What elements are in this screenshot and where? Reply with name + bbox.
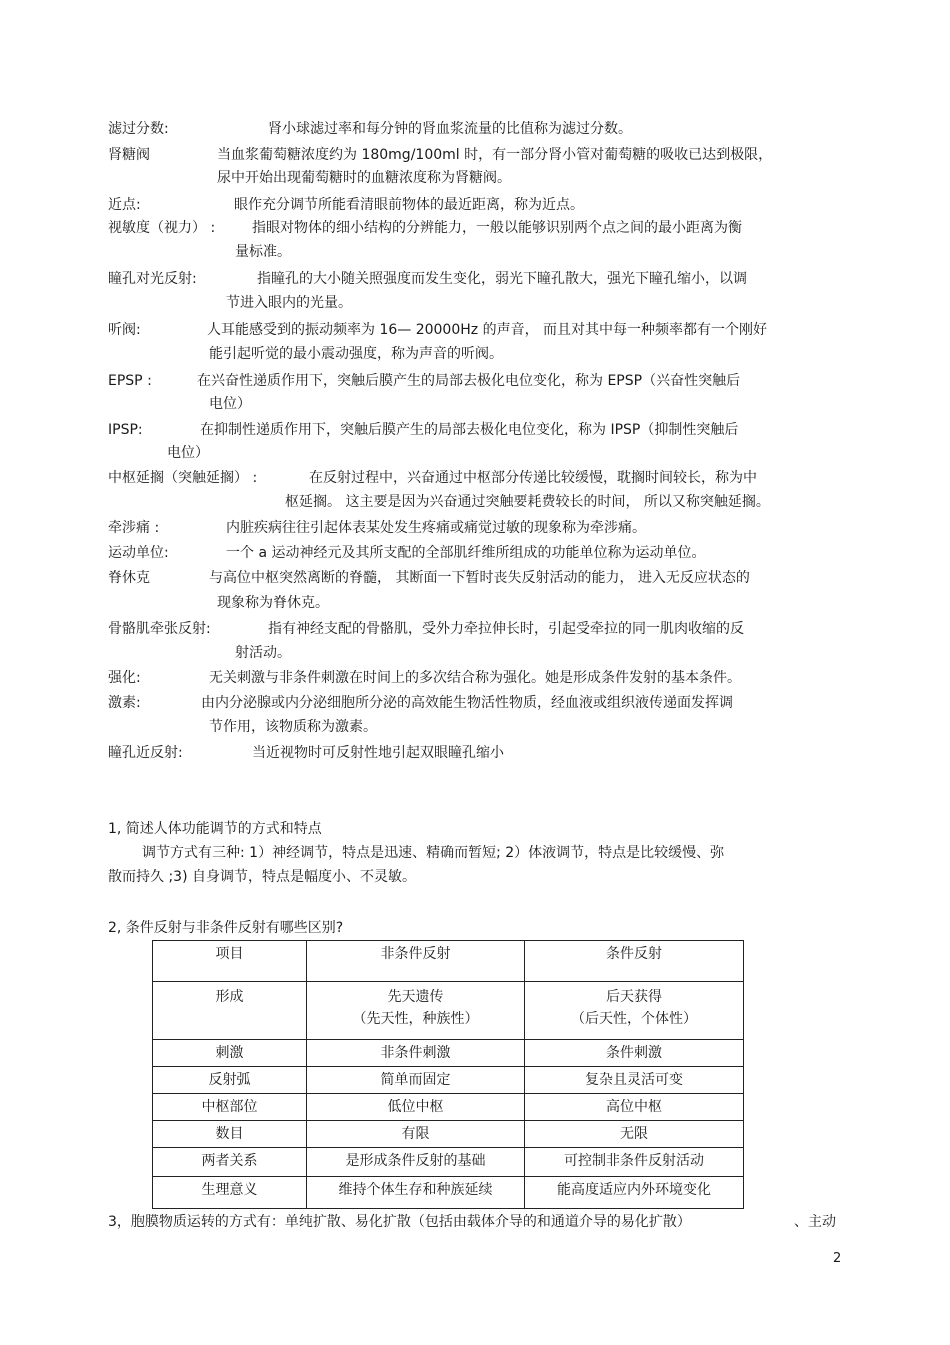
table-cell: 复杂且灵活可变 <box>525 1067 744 1094</box>
question-2-title: 2, 条件反射与非条件反射有哪些区别? <box>108 920 344 936</box>
question-1-title: 1, 简述人体功能调节的方式和特点 <box>108 821 322 837</box>
definition-text: 指瞳孔的大小随关照强度而发生变化，弱光下瞳孔散大，强光下瞳孔缩小，以调 <box>257 271 747 287</box>
definition-text: 指有神经支配的骨骼肌，受外力牵拉伸长时，引起受牵拉的同一肌肉收缩的反 <box>268 621 744 637</box>
page-number: 2 <box>833 1251 842 1266</box>
term-central-delay: 中枢延搁（突触延搁） : <box>108 470 258 486</box>
table-row <box>153 1177 744 1209</box>
table-cell: 能高度适应内外环境变化 <box>525 1177 744 1209</box>
question-1-answer-line: 散而持久 ;3) 自身调节，特点是幅度小、不灵敏。 <box>108 869 416 885</box>
table-cell: 无限 <box>525 1121 744 1148</box>
question-3-text-tail: 、主动 <box>794 1214 836 1230</box>
definition-text: 眼作充分调节所能看清眼前物体的最近距离，称为近点。 <box>234 197 584 213</box>
table-row <box>153 1121 744 1148</box>
term-reinforcement: 强化: <box>108 670 141 686</box>
definition-text: 电位） <box>209 396 251 412</box>
table-cell: 生理意义 <box>153 1177 307 1209</box>
table-cell: 数目 <box>153 1121 307 1148</box>
table-cell: 有限 <box>307 1121 525 1148</box>
cell-text: 先天遗传 <box>387 989 444 1005</box>
definition-text: 人耳能感受到的振动频率为 16— 20000Hz 的声音， 而且对其中每一种频率都有一个刚好 <box>207 322 768 338</box>
term-spinal-shock: 脊休克 <box>108 570 150 586</box>
cell-text: （后天性，个体性） <box>571 1011 697 1027</box>
term-motor-unit: 运动单位: <box>108 545 169 561</box>
definition-text: 当血浆葡萄糖浓度约为 180mg/100ml 时，有一部分肾小管对葡萄糖的吸收已达到极限， <box>217 147 773 163</box>
definition-text: 由内分泌腺或内分泌细胞所分泌的高效能生物活性物质，经血液或组织液传递面发挥调 <box>201 695 733 711</box>
definition-text: 射活动。 <box>235 645 291 661</box>
cell-text: 后天获得 <box>606 989 662 1005</box>
table-header-row <box>153 941 744 982</box>
term-filtration-fraction: 滤过分数: <box>108 121 169 137</box>
term-renal-glucose-threshold: 肾糖阀 <box>108 147 150 163</box>
table-cell: 条件刺激 <box>525 1040 744 1067</box>
definition-text: 在反射过程中，兴奋通过中枢部分传递比较缓慢，耽搁时间较长，称为中 <box>309 470 757 486</box>
table-header-cell: 非条件反射 <box>307 941 525 982</box>
term-ipsp: IPSP: <box>108 422 143 438</box>
term-hormone: 激素: <box>108 695 141 711</box>
table-cell: 两者关系 <box>153 1148 307 1177</box>
definition-text: 在抑制性递质作用下，突触后膜产生的局部去极化电位变化，称为 IPSP（抑制性突触后 <box>200 422 739 438</box>
term-stretch-reflex: 骨骼肌牵张反射: <box>108 621 211 637</box>
table-cell: 可控制非条件反射活动 <box>525 1148 744 1177</box>
table-cell: 非条件刺激 <box>307 1040 525 1067</box>
table-cell: 简单而固定 <box>307 1067 525 1094</box>
definition-text: 尿中开始出现葡萄糖时的血糖浓度称为肾糖阀。 <box>217 170 511 186</box>
definition-text: 枢延搁。 这主要是因为兴奋通过突触要耗费较长的时间， 所以又称突触延搁。 <box>285 494 770 510</box>
term-pupillary-light-reflex: 瞳孔对光反射: <box>108 271 197 287</box>
table-row <box>153 982 744 1040</box>
definition-text: 在兴奋性递质作用下，突触后膜产生的局部去极化电位变化，称为 EPSP（兴奋性突触后 <box>197 373 741 389</box>
definition-text: 内脏疾病往往引起体表某处发生疼痛或痛觉过敏的现象称为牵涉痛。 <box>226 520 646 536</box>
table-cell: 高位中枢 <box>525 1094 744 1121</box>
table-cell: 中枢部位 <box>153 1094 307 1121</box>
definition-text: 肾小球滤过率和每分钟的肾血浆流量的比值称为滤过分数。 <box>268 121 632 137</box>
definition-text: 指眼对物体的细小结构的分辨能力，一般以能够识别两个点之间的最小距离为衡 <box>252 220 742 236</box>
definition-text: 节作用，该物质称为激素。 <box>209 719 377 735</box>
definition-text: 节进入眼内的光量。 <box>226 295 352 311</box>
definition-text: 与高位中枢突然离断的脊髓， 其断面一下暂时丧失反射活动的能力， 进入无反应状态的 <box>209 570 750 586</box>
table-cell: 反射弧 <box>153 1067 307 1094</box>
table-cell: 刺激 <box>153 1040 307 1067</box>
term-near-pupillary-reflex: 瞳孔近反射: <box>108 745 183 761</box>
table-row <box>153 1067 744 1094</box>
definition-text: 无关刺激与非条件刺激在时间上的多次结合称为强化。她是形成条件发射的基本条件。 <box>209 670 741 686</box>
definition-text: 当近视物时可反射性地引起双眼瞳孔缩小 <box>252 745 504 761</box>
definition-text: 电位） <box>167 445 209 461</box>
term-hearing-threshold: 听阀: <box>108 322 141 338</box>
comparison-table <box>152 940 744 1209</box>
table-row <box>153 1040 744 1067</box>
table-row <box>153 1148 744 1177</box>
cell-text: （先天性，种族性） <box>352 1011 479 1027</box>
term-near-point: 近点: <box>108 197 141 213</box>
table-cell: 低位中枢 <box>307 1094 525 1121</box>
table-cell: 是形成条件反射的基础 <box>307 1148 525 1177</box>
question-1-answer-line: 调节方式有三种: 1）神经调节，特点是迅速、精确而暂短; 2）体液调节，特点是比较缓慢、弥 <box>142 845 725 861</box>
table-cell: 维持个体生存和种族延续 <box>307 1177 525 1209</box>
table-row <box>153 1094 744 1121</box>
definition-text: 现象称为脊休克。 <box>217 595 329 611</box>
definition-text: 能引起听觉的最小震动强度，称为声音的听阀。 <box>209 346 503 362</box>
definition-text: 一个 a 运动神经元及其所支配的全部肌纤维所组成的功能单位称为运动单位。 <box>226 545 706 561</box>
term-visual-acuity: 视敏度（视力） : <box>108 220 216 236</box>
table-header-cell: 条件反射 <box>525 941 744 982</box>
term-referred-pain: 牵涉痛 : <box>108 520 160 536</box>
table-cell <box>307 982 525 1040</box>
table-cell <box>525 982 744 1040</box>
row-label: 形成 <box>215 989 244 1005</box>
term-epsp: EPSP : <box>108 373 152 389</box>
table-cell <box>153 982 307 1040</box>
question-3-text: 3，胞膜物质运转的方式有：单纯扩散、易化扩散（包括由载体介导的和通道介导的易化扩散） <box>108 1214 691 1230</box>
definition-text: 量标准。 <box>235 244 291 260</box>
table-header-cell: 项目 <box>153 941 307 982</box>
